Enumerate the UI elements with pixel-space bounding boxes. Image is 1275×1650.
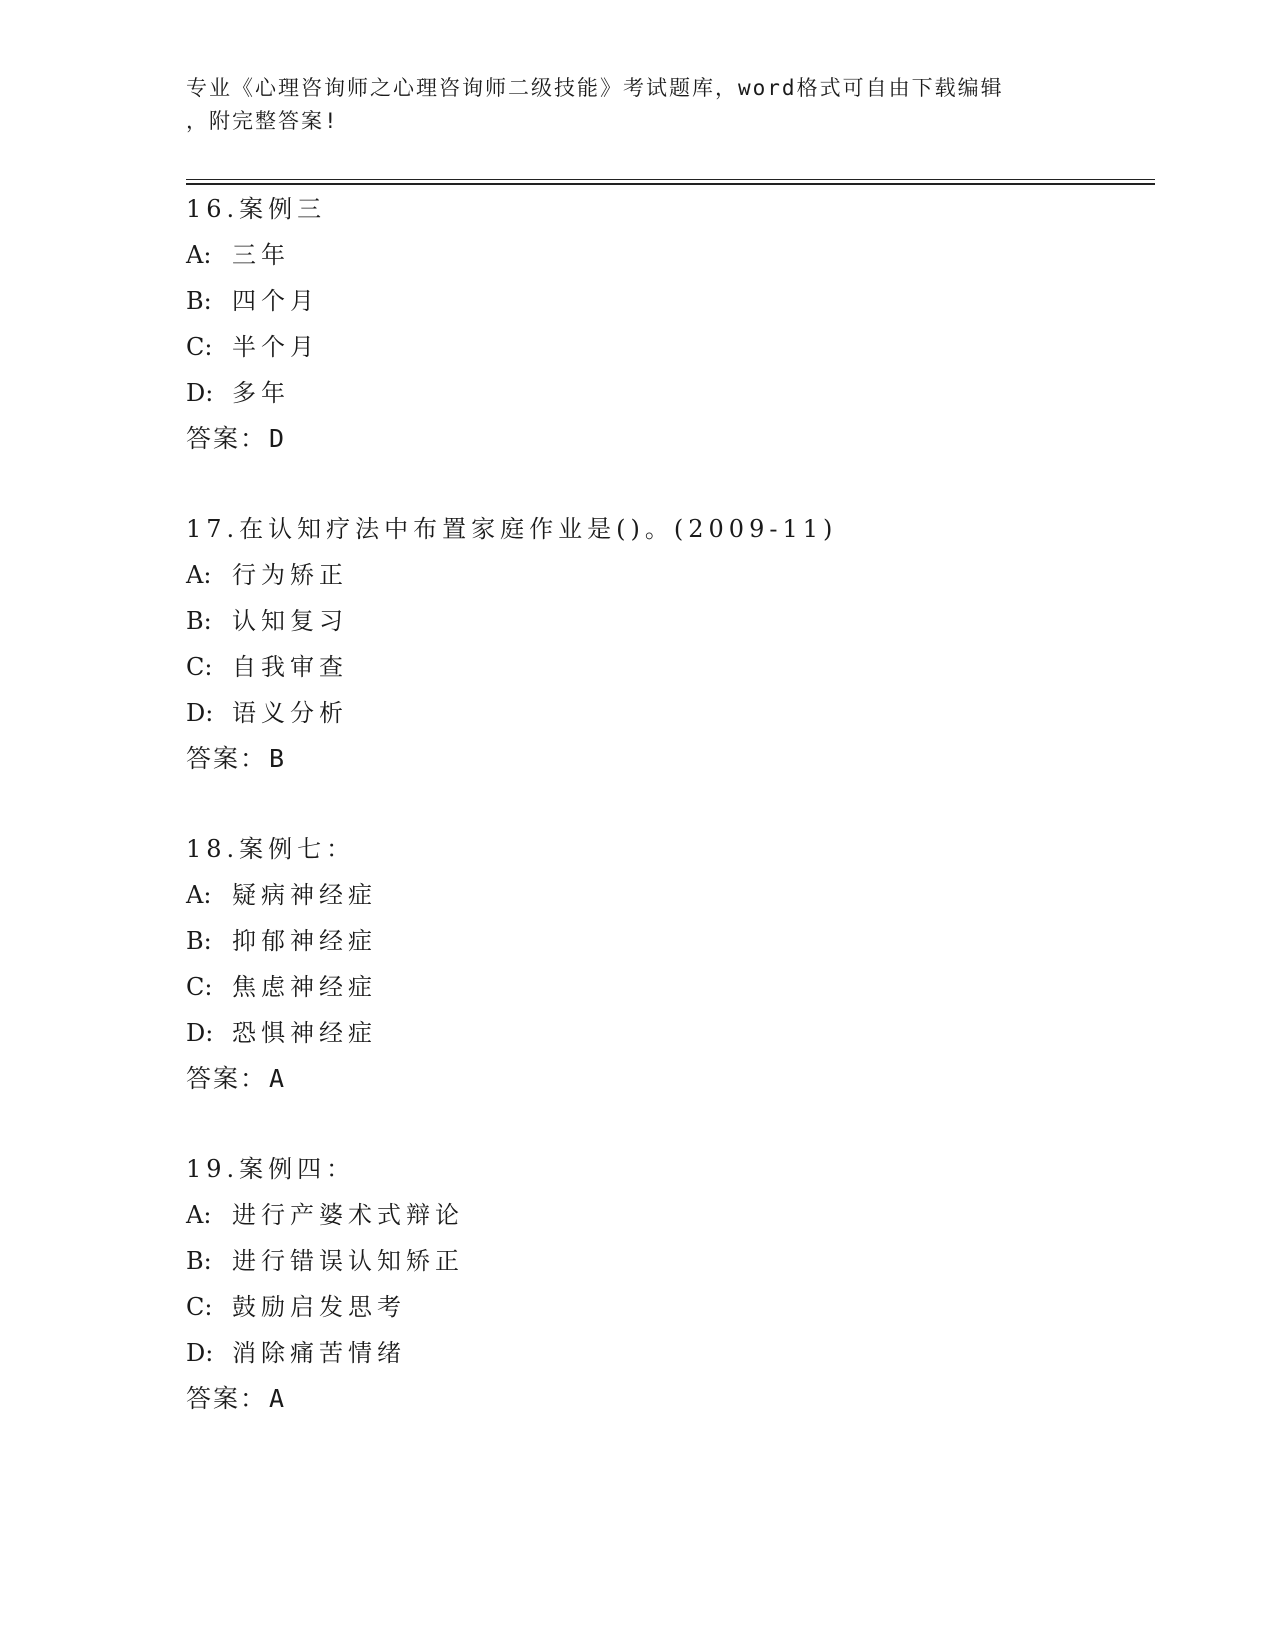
option-letter: C: [186,1293,213,1321]
option-text: 多年 [232,379,290,407]
option-letter: D: [186,699,214,727]
option-text: 语义分析 [232,699,348,727]
option-letter: D: [186,1019,214,1047]
option-text: 半个月 [232,333,319,361]
option-a [186,872,1086,918]
answer-line [186,736,1086,782]
option-letter: D: [186,379,214,407]
answer-line [186,1056,1086,1102]
option-d [186,690,1086,736]
option-a [186,1192,1086,1238]
header-line-1: 专业《心理咨询师之心理咨询师二级技能》考试题库，word格式可自由下载编辑 [186,76,1004,100]
answer-value: A [269,1384,287,1413]
option-letter: D: [186,1339,214,1367]
answer-value: A [269,1064,287,1093]
header-divider-thick [186,183,1155,185]
option-c [186,644,1086,690]
option-text: 四个月 [232,287,319,315]
answer-value: B [269,744,287,773]
option-text: 恐惧神经症 [232,1019,377,1047]
option-text: 进行错误认知矫正 [232,1247,464,1275]
option-letter: A: [186,881,212,909]
option-letter: C: [186,333,213,361]
option-text: 消除痛苦情绪 [232,1339,406,1367]
option-letter: A: [186,1201,212,1229]
option-b [186,1238,1086,1284]
question-18 [186,826,1086,1102]
option-c [186,324,1086,370]
option-b [186,918,1086,964]
option-text: 鼓励启发思考 [232,1293,406,1321]
option-letter: B: [186,607,212,635]
option-a [186,232,1086,278]
question-title: 16.案例三 [186,195,327,223]
option-c [186,1284,1086,1330]
option-text: 疑病神经症 [232,881,377,909]
question-16 [186,186,1086,462]
option-d [186,1010,1086,1056]
question-title: 17.在认知疗法中布置家庭作业是()。(2009-11) [186,515,838,543]
answer-label: 答案： [186,1384,268,1413]
question-17 [186,506,1086,782]
answer-line [186,416,1086,462]
document-header [186,72,1086,138]
question-title: 19.案例四： [186,1155,356,1183]
option-c [186,964,1086,1010]
option-letter: B: [186,927,212,955]
answer-label: 答案： [186,1064,268,1093]
answer-value: D [269,424,287,453]
option-text: 焦虑神经症 [232,973,377,1001]
answer-label: 答案： [186,744,268,773]
option-text: 三年 [232,241,290,269]
option-d [186,1330,1086,1376]
option-text: 自我审查 [232,653,348,681]
header-divider-thin [186,179,1155,180]
answer-label: 答案： [186,424,268,453]
option-d [186,370,1086,416]
option-text: 行为矫正 [232,561,348,589]
header-line-2: ，附完整答案! [186,109,339,133]
option-a [186,552,1086,598]
option-text: 进行产婆术式辩论 [232,1201,464,1229]
option-b [186,598,1086,644]
option-letter: C: [186,653,213,681]
option-letter: A: [186,241,212,269]
option-b [186,278,1086,324]
option-letter: C: [186,973,213,1001]
option-letter: B: [186,1247,212,1275]
option-text: 抑郁神经症 [232,927,377,955]
option-letter: B: [186,287,212,315]
answer-line [186,1376,1086,1422]
question-title: 18.案例七： [186,835,356,863]
question-19 [186,1146,1086,1422]
option-text: 认知复习 [232,607,348,635]
option-letter: A: [186,561,212,589]
